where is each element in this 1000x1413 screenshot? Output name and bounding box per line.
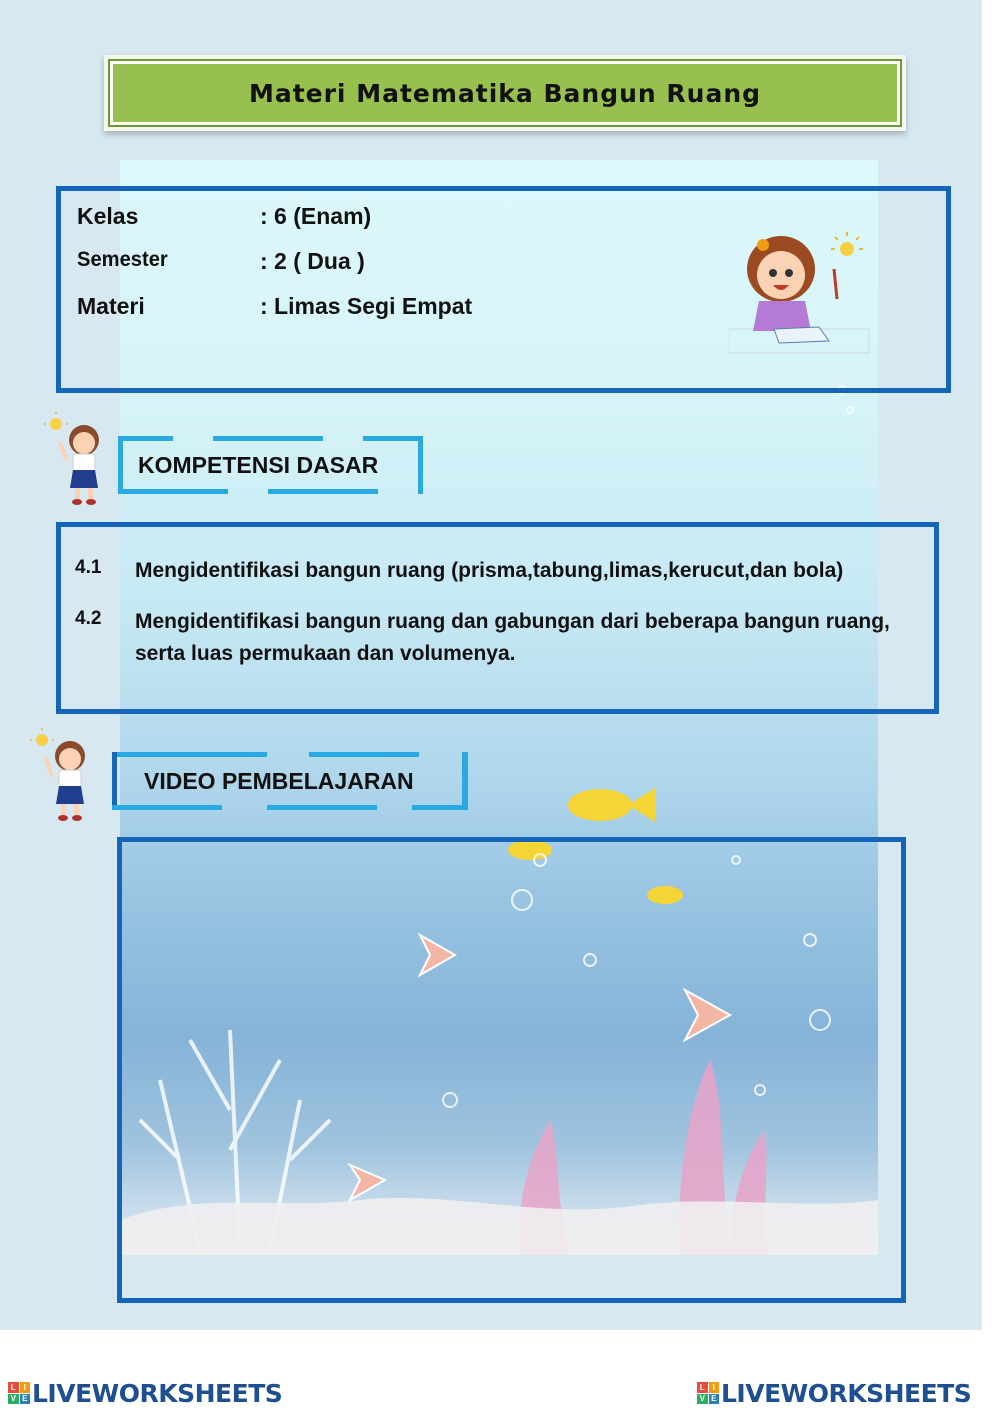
- girl-writing-illustration: [729, 231, 874, 356]
- semester-row: [77, 248, 365, 275]
- liveworksheets-logo-right[interactable]: [697, 1378, 971, 1408]
- kompetensi-item: [75, 555, 915, 587]
- kompetensi-header: [118, 436, 423, 494]
- kompetensi-text: Mengidentifikasi bangun ruang dan gabungan dari beberapa bangun ruang, serta luas permukaan dan volumenya.: [135, 610, 890, 665]
- video-header: [112, 752, 468, 810]
- liveworksheets-badge-icon: L I V E: [8, 1382, 30, 1404]
- title-banner: [104, 55, 906, 131]
- materi-label: Materi: [77, 293, 145, 319]
- kelas-value: : 6 (Enam): [260, 203, 372, 229]
- kompetensi-title: KOMPETENSI DASAR: [138, 451, 379, 478]
- kelas-label: Kelas: [77, 203, 139, 229]
- video-title: VIDEO PEMBELAJARAN: [144, 767, 414, 794]
- semester-label: Semester: [77, 248, 168, 271]
- materi-value: : Limas Segi Empat: [260, 293, 473, 319]
- kelas-row: [77, 203, 371, 230]
- liveworksheets-badge-icon: L I V E: [697, 1382, 719, 1404]
- video-frame[interactable]: [117, 837, 906, 1303]
- kompetensi-number: 4.1: [75, 557, 102, 578]
- student-girl-icon: [30, 728, 92, 823]
- liveworksheets-logo-left[interactable]: [8, 1378, 282, 1408]
- kompetensi-text: Mengidentifikasi bangun ruang (prisma,tabung,limas,kerucut,dan bola): [135, 559, 844, 582]
- materi-row: [77, 293, 472, 320]
- kompetensi-number: 4.2: [75, 608, 102, 629]
- student-girl-icon: [44, 412, 106, 507]
- liveworksheets-brand: LIVEWORKSHEETS: [721, 1378, 972, 1408]
- kompetensi-item: [75, 606, 915, 670]
- liveworksheets-brand: LIVEWORKSHEETS: [32, 1378, 283, 1408]
- class-info-box: [56, 186, 951, 393]
- page-title: Materi Matematika Bangun Ruang: [248, 78, 762, 108]
- semester-value: : 2 ( Dua ): [260, 248, 365, 274]
- kompetensi-box: [56, 522, 939, 714]
